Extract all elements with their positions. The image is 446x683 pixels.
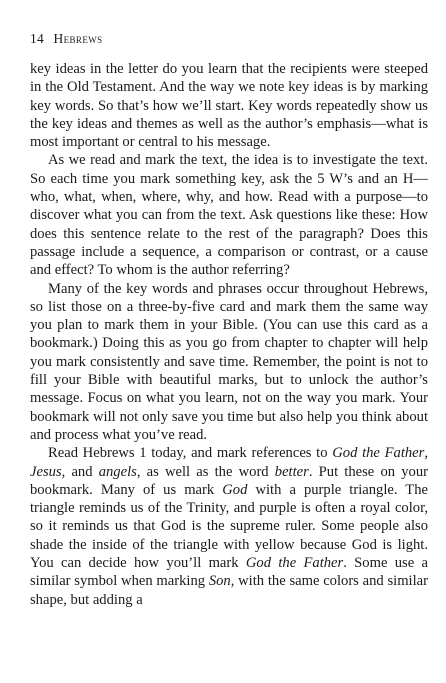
paragraph-3: Many of the key words and phrases occur throughout Hebrews, so list those on a three-by-five card and mark them the same way you plan to mark them in your Bible. (You can use this card as a bookmark.) Doing this as you go from chapter to chapter will help you mark consistently and save time. Remember, the point is not to fill your Bible with beautiful marks, but to unlock the author’s message. Focus on what you learn, not on the way you mark. Your bookmark will not only save you time but also help you think about and process what you’ve read. [30, 280, 428, 443]
book-title: Hebrews [53, 31, 103, 46]
emphasis-god-the-father: God the Father [332, 445, 425, 462]
emphasis-angels: angels [98, 463, 137, 480]
paragraph-4-text: , as well as the word [136, 463, 275, 480]
paragraph-4-text: Read Hebrews 1 today, and mark references to [48, 445, 333, 462]
emphasis-god-the-father: God the Father [245, 555, 344, 572]
running-head [30, 28, 428, 50]
emphasis-son: Son [208, 573, 231, 590]
paragraph-4-text: . Put these on your bookmark. Many of us mark [30, 463, 428, 498]
paragraph-4-text: with a purple triangle. The triangle reminds us of the Trinity, and purple is often a royal color, so it reminds us that God is the supreme ruler. Some people also shade the inside of the triangle with yellow because God is light. You can decide how you’ll mark [30, 481, 428, 572]
paragraph-4-text: , and [61, 463, 99, 480]
paragraph-4-text: , with the same colors and similar shape, but adding a [30, 573, 428, 608]
book-page [30, 28, 428, 609]
paragraph-4-text: . Some use a similar symbol when marking [30, 555, 428, 590]
body-text [30, 60, 428, 609]
paragraph-1: key ideas in the letter do you learn that the recipients were steeped in the Old Testament. And the way we note key ideas is by marking key words. So that’s how we’ll start. Key words repeatedly show us the key ideas and themes as well as the author’s emphasis—what is most important or central to his message. [30, 61, 428, 151]
emphasis-god: God [222, 481, 248, 498]
page-number: 14 [30, 31, 44, 46]
paragraph-4-text: , [424, 445, 428, 462]
emphasis-better: better [274, 463, 309, 480]
emphasis-jesus: Jesus [30, 463, 62, 480]
paragraph-4 [30, 444, 428, 609]
paragraph-2: As we read and mark the text, the idea is to investigate the text. So each time you mark something key, ask the 5 W’s and an H—who, what, when, where, why, and how. Read with a purpose—to discover what you can from the text. Ask questions like these: How does this sentence relate to the rest of the paragraph? Does this passage include a sequence, a comparison or contrast, or a cause and effect? To whom is the author referring? [30, 152, 428, 279]
